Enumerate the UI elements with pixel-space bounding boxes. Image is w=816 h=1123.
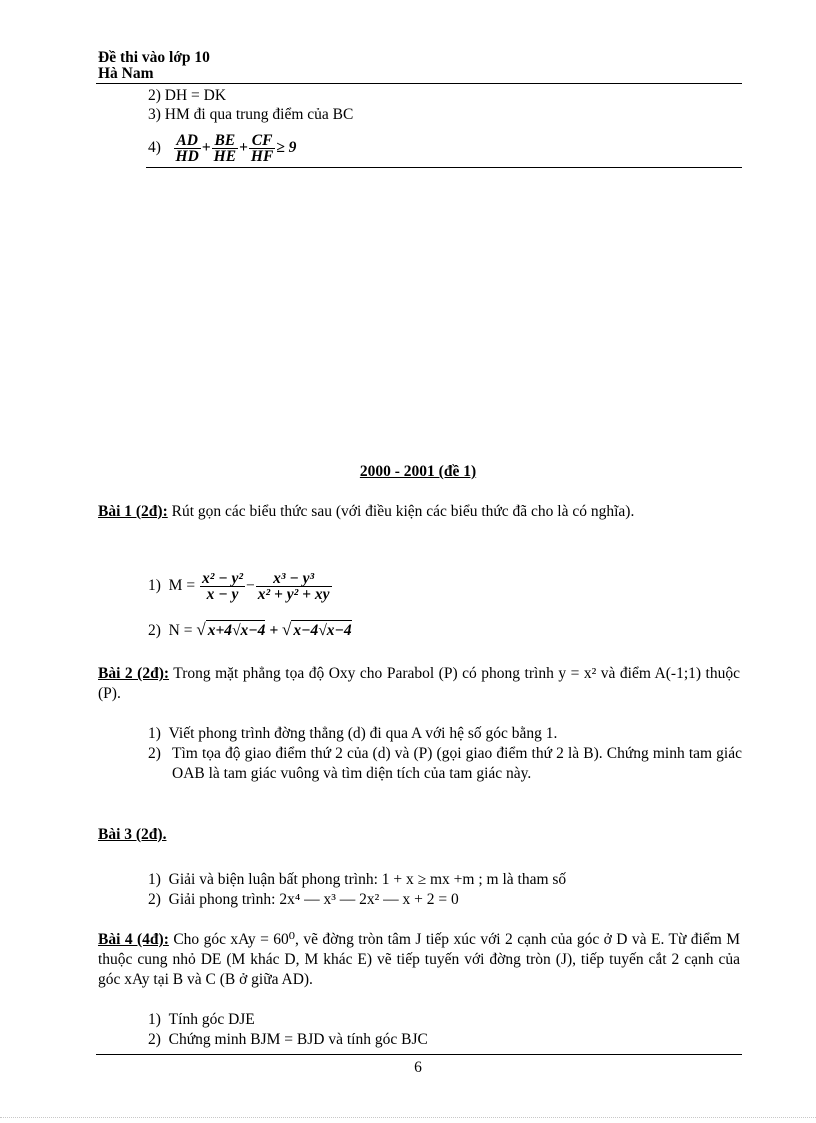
bai1-paragraph: Bài 1 (2đ): Rút gọn các biểu thức sau (với điều kiện các biểu thức đã cho là có nghĩa). [98, 503, 635, 520]
bai2-paragraph: Bài 2 (2đ): Trong mặt phẳng tọa độ Oxy cho Parabol (P) có phong trình y = x² và điểm A(-1;1) thuộc (P). [98, 665, 740, 702]
radical-1: x+4√x−4 [207, 622, 266, 639]
bai4-item-1: 1) Tính góc DJE [148, 1011, 255, 1028]
header-rule [96, 83, 742, 84]
bai4-item-2: 2) Chứng minh BJM = BJD và tính góc BJC [148, 1031, 428, 1048]
fraction-m-1: $\frac{\text{x² − y²}}{x - y}$ [201, 569, 244, 603]
page-edge [0, 1117, 816, 1118]
top-item-4: 4) $\frac{AD}{HD}$ + $\frac{BE}{HE}$ + $\frac{CF}{HF}$ ≥ 9 [148, 131, 297, 165]
bai3-heading [98, 825, 166, 845]
footer-rule [96, 1054, 742, 1055]
top-items-rule [146, 167, 742, 168]
bai3-label: Bài 3 (2đ). [98, 826, 167, 843]
bai2-item-2: 2) Tìm tọa độ giao điểm thứ 2 của (d) và (P) (gọi giao điểm thứ 2 là B). Chứng minh tam giác OAB là tam giác vuông và tìm diện tích của tam giác này. [148, 745, 742, 782]
top-item-2: 2) DH = DK [148, 87, 227, 104]
page-number: 6 [414, 1059, 422, 1076]
bai1-item-1: 1) M = $\frac{\text{x² − y²}}{x - y}$ − $\frac{\text{x³ − y³}}{\text{x² + y² + xy}}$ [148, 569, 330, 603]
fraction-be-he: $\frac{BE}{HE}$ [213, 131, 237, 165]
header-subtitle: Hà Nam [98, 65, 154, 82]
section-title: 2000 - 2001 (đề 1) [359, 463, 477, 480]
header-title: Đề thi vào lớp 10 [98, 49, 210, 66]
bai3-item-2: 2) Giải phong trình: 2x⁴ — x³ — 2x² — x + 2 = 0 [148, 891, 459, 908]
radical-2: x−4√x−4 [293, 622, 352, 639]
bai1-item-2: 2) N = √ x+4√x−4 + √ x−4√x−4 [148, 620, 352, 639]
bai4-label: Bài 4 (4đ): [98, 931, 169, 948]
fraction-m-2: $\frac{\text{x³ − y³}}{\text{x² + y² + xy}}$ [257, 569, 330, 603]
bai3-item-1: 1) Giải và biện luận bất phong trình: 1 + x ≥ mx +m ; m là tham số [148, 871, 567, 888]
bai2-item-1: 1) Viết phong trình đờng thẳng (d) đi qua A với hệ số góc bằng 1. [148, 725, 558, 742]
bai4-paragraph: Bài 4 (4đ): Cho góc xAy = 60⁰, vẽ đờng tròn tâm J tiếp xúc với 2 cạnh của góc ở D và E. Từ điểm M thuộc cung nhỏ DE (M khác D, M khác E) vẽ tiếp tuyến với đờng tròn (J), tiếp tuyến cắt 2 cạnh của góc xAy tại B và C (B ở giữa AD). [98, 931, 740, 988]
bai1-label: Bài 1 (2đ): [98, 503, 168, 520]
fraction-ad-hd: $\frac{AD}{HD}$ [175, 131, 199, 165]
bai2-label: Bài 2 (2đ): [98, 665, 170, 682]
fraction-cf-hf: $\frac{CF}{HF}$ [250, 131, 274, 165]
top-item-3: 3) HM đi qua trung điểm của BC [148, 106, 354, 123]
